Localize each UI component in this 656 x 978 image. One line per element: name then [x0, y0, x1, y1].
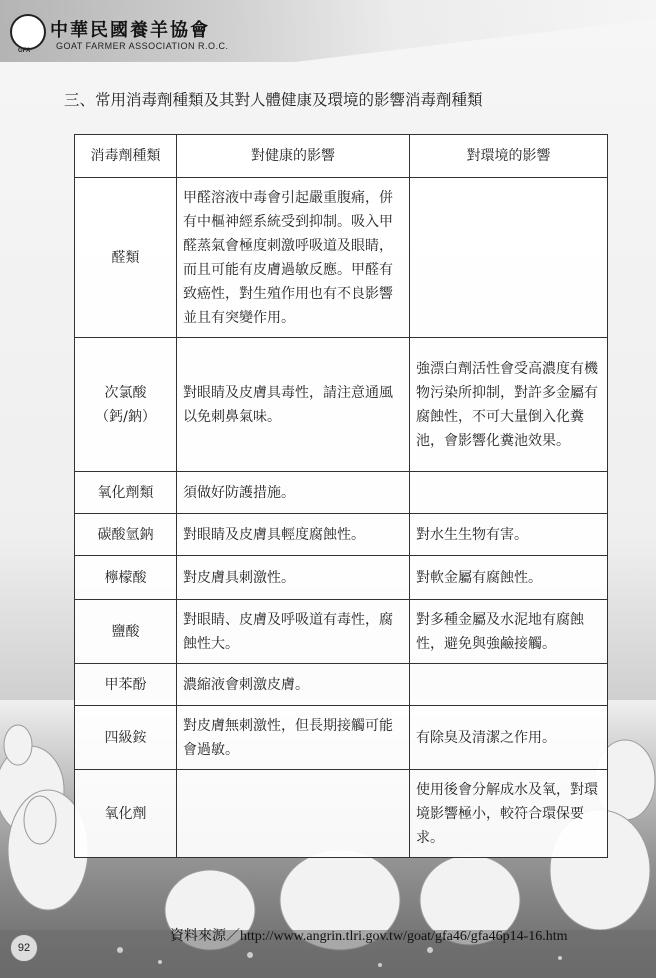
health-effect: 對皮膚具刺激性。 — [177, 556, 410, 600]
environment-effect — [410, 178, 608, 338]
table-header-row — [75, 135, 608, 178]
disinfectant-table — [74, 134, 608, 858]
environment-effect: 對多種金屬及水泥地有腐蝕性，避免與強鹼接觸。 — [410, 600, 608, 664]
environment-effect: 對軟金屬有腐蝕性。 — [410, 556, 608, 600]
disinfectant-type: 檸檬酸 — [75, 556, 177, 600]
section-title: 三、常用消毒劑種類及其對人體健康及環境的影響消毒劑種類 — [64, 91, 483, 109]
page-number: 92 — [10, 934, 38, 962]
disinfectant-type: 碳酸氫鈉 — [75, 514, 177, 556]
table-row — [75, 600, 608, 664]
health-effect: 對眼睛、皮膚及呼吸道有毒性，腐蝕性大。 — [177, 600, 410, 664]
environment-effect: 強漂白劑活性會受高濃度有機物污染所抑制，對許多金屬有腐蝕性，不可大量倒入化糞池，會影響化糞池效果。 — [410, 338, 608, 472]
health-effect: 須做好防護措施。 — [177, 472, 410, 514]
goat-emblem-icon — [10, 14, 46, 50]
source-citation: 資料來源／http://www.angrin.tlri.gov.tw/goat/gfa46/gfa46p14-16.htm — [170, 929, 568, 944]
column-header-type: 消毒劑種類 — [75, 135, 177, 178]
environment-effect: 對水生生物有害。 — [410, 514, 608, 556]
org-name-en: GOAT FARMER ASSOCIATION R.O.C. — [56, 41, 229, 51]
environment-effect: 使用後會分解成水及氧，對環境影響極小，較符合環保要求。 — [410, 770, 608, 858]
table-row — [75, 770, 608, 858]
disinfectant-type: 四級銨 — [75, 706, 177, 770]
health-effect: 濃縮液會刺激皮膚。 — [177, 664, 410, 706]
table-row — [75, 338, 608, 472]
column-header-environment: 對環境的影響 — [410, 135, 608, 178]
health-effect: 對眼睛及皮膚具輕度腐蝕性。 — [177, 514, 410, 556]
health-effect: 對皮膚無刺激性，但長期接觸可能會過敏。 — [177, 706, 410, 770]
association-logo — [10, 14, 240, 58]
disinfectant-type: 甲苯酚 — [75, 664, 177, 706]
health-effect — [177, 770, 410, 858]
column-header-health: 對健康的影響 — [177, 135, 410, 178]
health-effect: 對眼睛及皮膚具毒性，請注意通風以免刺鼻氣味。 — [177, 338, 410, 472]
environment-effect: 有除臭及清潔之作用。 — [410, 706, 608, 770]
disinfectant-type: 氧化劑類 — [75, 472, 177, 514]
disinfectant-type: 次氯酸 （鈣/鈉） — [75, 338, 177, 472]
table-row — [75, 706, 608, 770]
health-effect: 甲醛溶液中毒會引起嚴重腹痛，併有中樞神經系統受到抑制。吸入甲醛蒸氣會極度刺激呼吸道及眼睛，而且可能有皮膚過敏反應。甲醛有致癌性，對生殖作用也有不良影響並且有突變作用。 — [177, 178, 410, 338]
table-row — [75, 664, 608, 706]
logo-abbreviation: GFA — [18, 48, 31, 54]
table-row — [75, 472, 608, 514]
environment-effect — [410, 664, 608, 706]
environment-effect — [410, 472, 608, 514]
table-row — [75, 556, 608, 600]
org-name-zh: 中華民國養羊協會 — [50, 20, 210, 41]
table-row — [75, 178, 608, 338]
disinfectant-type: 醛類 — [75, 178, 177, 338]
disinfectant-type: 鹽酸 — [75, 600, 177, 664]
disinfectant-type: 氧化劑 — [75, 770, 177, 858]
table-row — [75, 514, 608, 556]
